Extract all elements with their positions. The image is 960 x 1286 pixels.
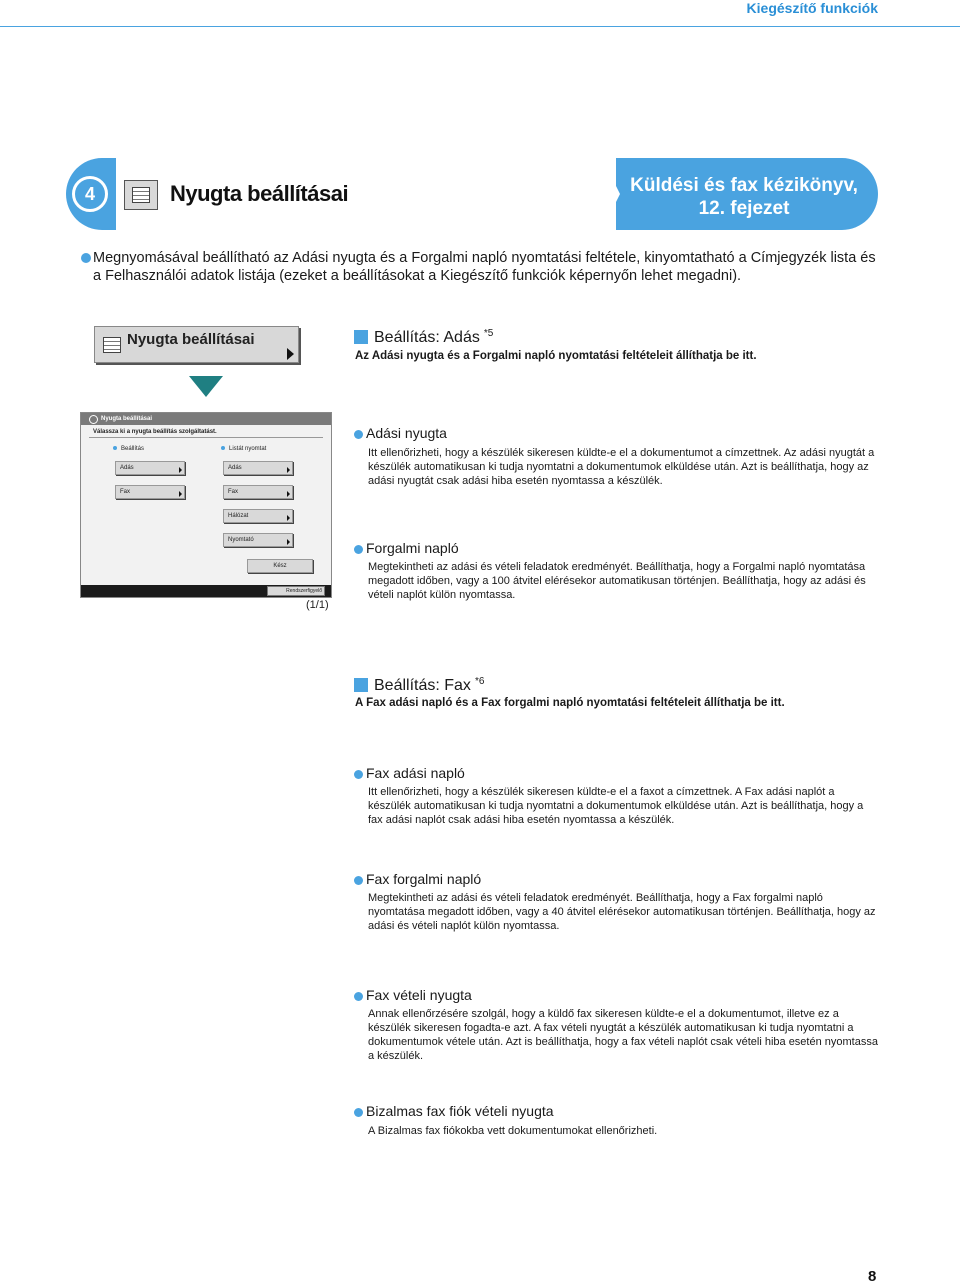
- item-title: Fax vételi nyugta: [366, 987, 472, 1003]
- section-marker: [354, 330, 368, 344]
- item-bullet: [354, 992, 363, 1001]
- screen-title: Nyugta beállításai: [101, 416, 153, 422]
- play-arrow-icon: [287, 348, 294, 360]
- item-title: Forgalmi napló: [366, 540, 459, 556]
- item-body: Itt ellenőrizheti, hogy a készülék sikeresen küldte-e el a faxot a címzettnek. A Fax adási naplót a készülék automatikusan ki tudja nyomtatni a dokumentumok elküldése után. Azt is beállíthatja, hogy a fax adási naplót csak adási hiba esetén nyomtassa a készülék.: [368, 786, 864, 826]
- item-bullet: [354, 430, 363, 439]
- footnote-ref: *6: [474, 676, 485, 687]
- item-body: Annak ellenőrzésére szolgál, hogy a küldő fax sikeresen küldte-e el a dokumentumot, illetve ez a készülék sikeresen fogadta-e azt. A fax vételi nyugtát a készülék automatikusan ki tudja nyomtatni a dokumentumok vétele után. Azt is beállíthatja, hogy a fax vételi naplót csak vételi hiba esetén nyomtassa a készülék.: [368, 1008, 878, 1062]
- item-title: Fax adási napló: [366, 765, 465, 781]
- print-list-column-header: Listát nyomtat: [221, 446, 266, 452]
- section-title: Beállítás: Fax $^{*6}$: [374, 676, 485, 694]
- header-rule: [0, 26, 960, 27]
- item-bullet: [354, 1108, 363, 1117]
- item-body: Megtekintheti az adási és vételi feladatok eredményét. Beállíthatja, hogy a Forgalmi napló nyomtatása megadott időben, vagy a 100 átvitel elérésekor automatikusan történjen. Beállíthatja, hogy az adási és vételi naplót külön nyomtassa.: [368, 561, 866, 601]
- manual-reference: Küldési és fax kézikönyv, 12. fejezet: [630, 175, 858, 219]
- section-description: Az Adási nyugta és a Forgalmi napló nyomtatási feltételeit állíthatja be itt.: [355, 350, 757, 362]
- page-number: 8: [868, 1268, 877, 1285]
- list-network-button[interactable]: Hálózat: [223, 509, 293, 523]
- settings-column-header: Beállítás: [113, 446, 144, 452]
- banner-arrow: [602, 158, 620, 230]
- done-button[interactable]: Kész: [247, 559, 313, 573]
- intro-bullet: [81, 253, 91, 263]
- back-icon: [89, 415, 98, 424]
- down-arrow-icon: [189, 376, 223, 397]
- screen-divider: [89, 437, 323, 438]
- item-body: Megtekintheti az adási és vételi feladatok eredményét. Beállíthatja, hogy a Fax forgalmi napló nyomtatása megadott időben, vagy a 40 átvitel elérésekor automatikusan történjen. Beállíthatja, hogy az adási és vételi naplót külön nyomtassa.: [368, 892, 876, 932]
- screen-titlebar: [81, 413, 331, 425]
- setting-tx-button[interactable]: Adás: [115, 461, 185, 475]
- chapter-number: 4: [72, 176, 108, 212]
- item-bullet: [354, 770, 363, 779]
- chapter-title: Nyugta beállításai: [170, 181, 349, 206]
- item-title: Adási nyugta: [366, 425, 447, 441]
- item-title: Fax forgalmi napló: [366, 871, 482, 887]
- setting-fax-button[interactable]: Fax: [115, 485, 185, 499]
- screen-page-indicator: (1/1): [306, 599, 329, 611]
- receipt-settings-icon: [124, 180, 158, 210]
- intro-text: Megnyomásával beállítható az Adási nyugta és a Forgalmi napló nyomtatási feltétele, kinyomtatható a Címjegyzék lista és a Felhasználói adatok listája (ezeket a beállításokat a Kiegészítő funkciók képernyőn lehet megadni).: [93, 250, 876, 284]
- item-body: Itt ellenőrizheti, hogy a készülék sikeresen küldte-e el a dokumentumot a címzettnek. Az adási nyugtát a készülék automatikusan ki tudja nyomtatni a dokumentumok elküldése után. Azt is beállíthatja, hogy az adási nyugtát csak adási hiba esetén nyomtassa a készülék.: [368, 447, 875, 487]
- section-marker: [354, 678, 368, 692]
- receipt-settings-button-label: Nyugta beállításai: [127, 331, 255, 348]
- system-monitor-button[interactable]: Rendszerfigyelő: [267, 586, 325, 596]
- list-tx-button[interactable]: Adás: [223, 461, 293, 475]
- item-title: Bizalmas fax fiók vételi nyugta: [366, 1103, 554, 1119]
- receipt-settings-button[interactable]: [94, 326, 299, 363]
- section-description: A Fax adási napló és a Fax forgalmi napló nyomtatási feltételeit állíthatja be itt.: [355, 697, 785, 709]
- list-fax-button[interactable]: Fax: [223, 485, 293, 499]
- document-icon: [103, 337, 121, 353]
- footnote-ref: *5: [483, 328, 494, 339]
- item-bullet: [354, 876, 363, 885]
- running-header: Kiegészítő funkciók: [746, 0, 878, 16]
- receipt-settings-screen: [80, 412, 332, 598]
- section-title: Beállítás: Adás $^{*5}$: [374, 328, 494, 346]
- screen-instruction: Válassza ki a nyugta beállítás szolgáltatást.: [93, 429, 217, 435]
- list-printer-button[interactable]: Nyomtató: [223, 533, 293, 547]
- item-body: A Bizalmas fax fiókokba vett dokumentumokat ellenőrizheti.: [368, 1125, 658, 1137]
- item-bullet: [354, 545, 363, 554]
